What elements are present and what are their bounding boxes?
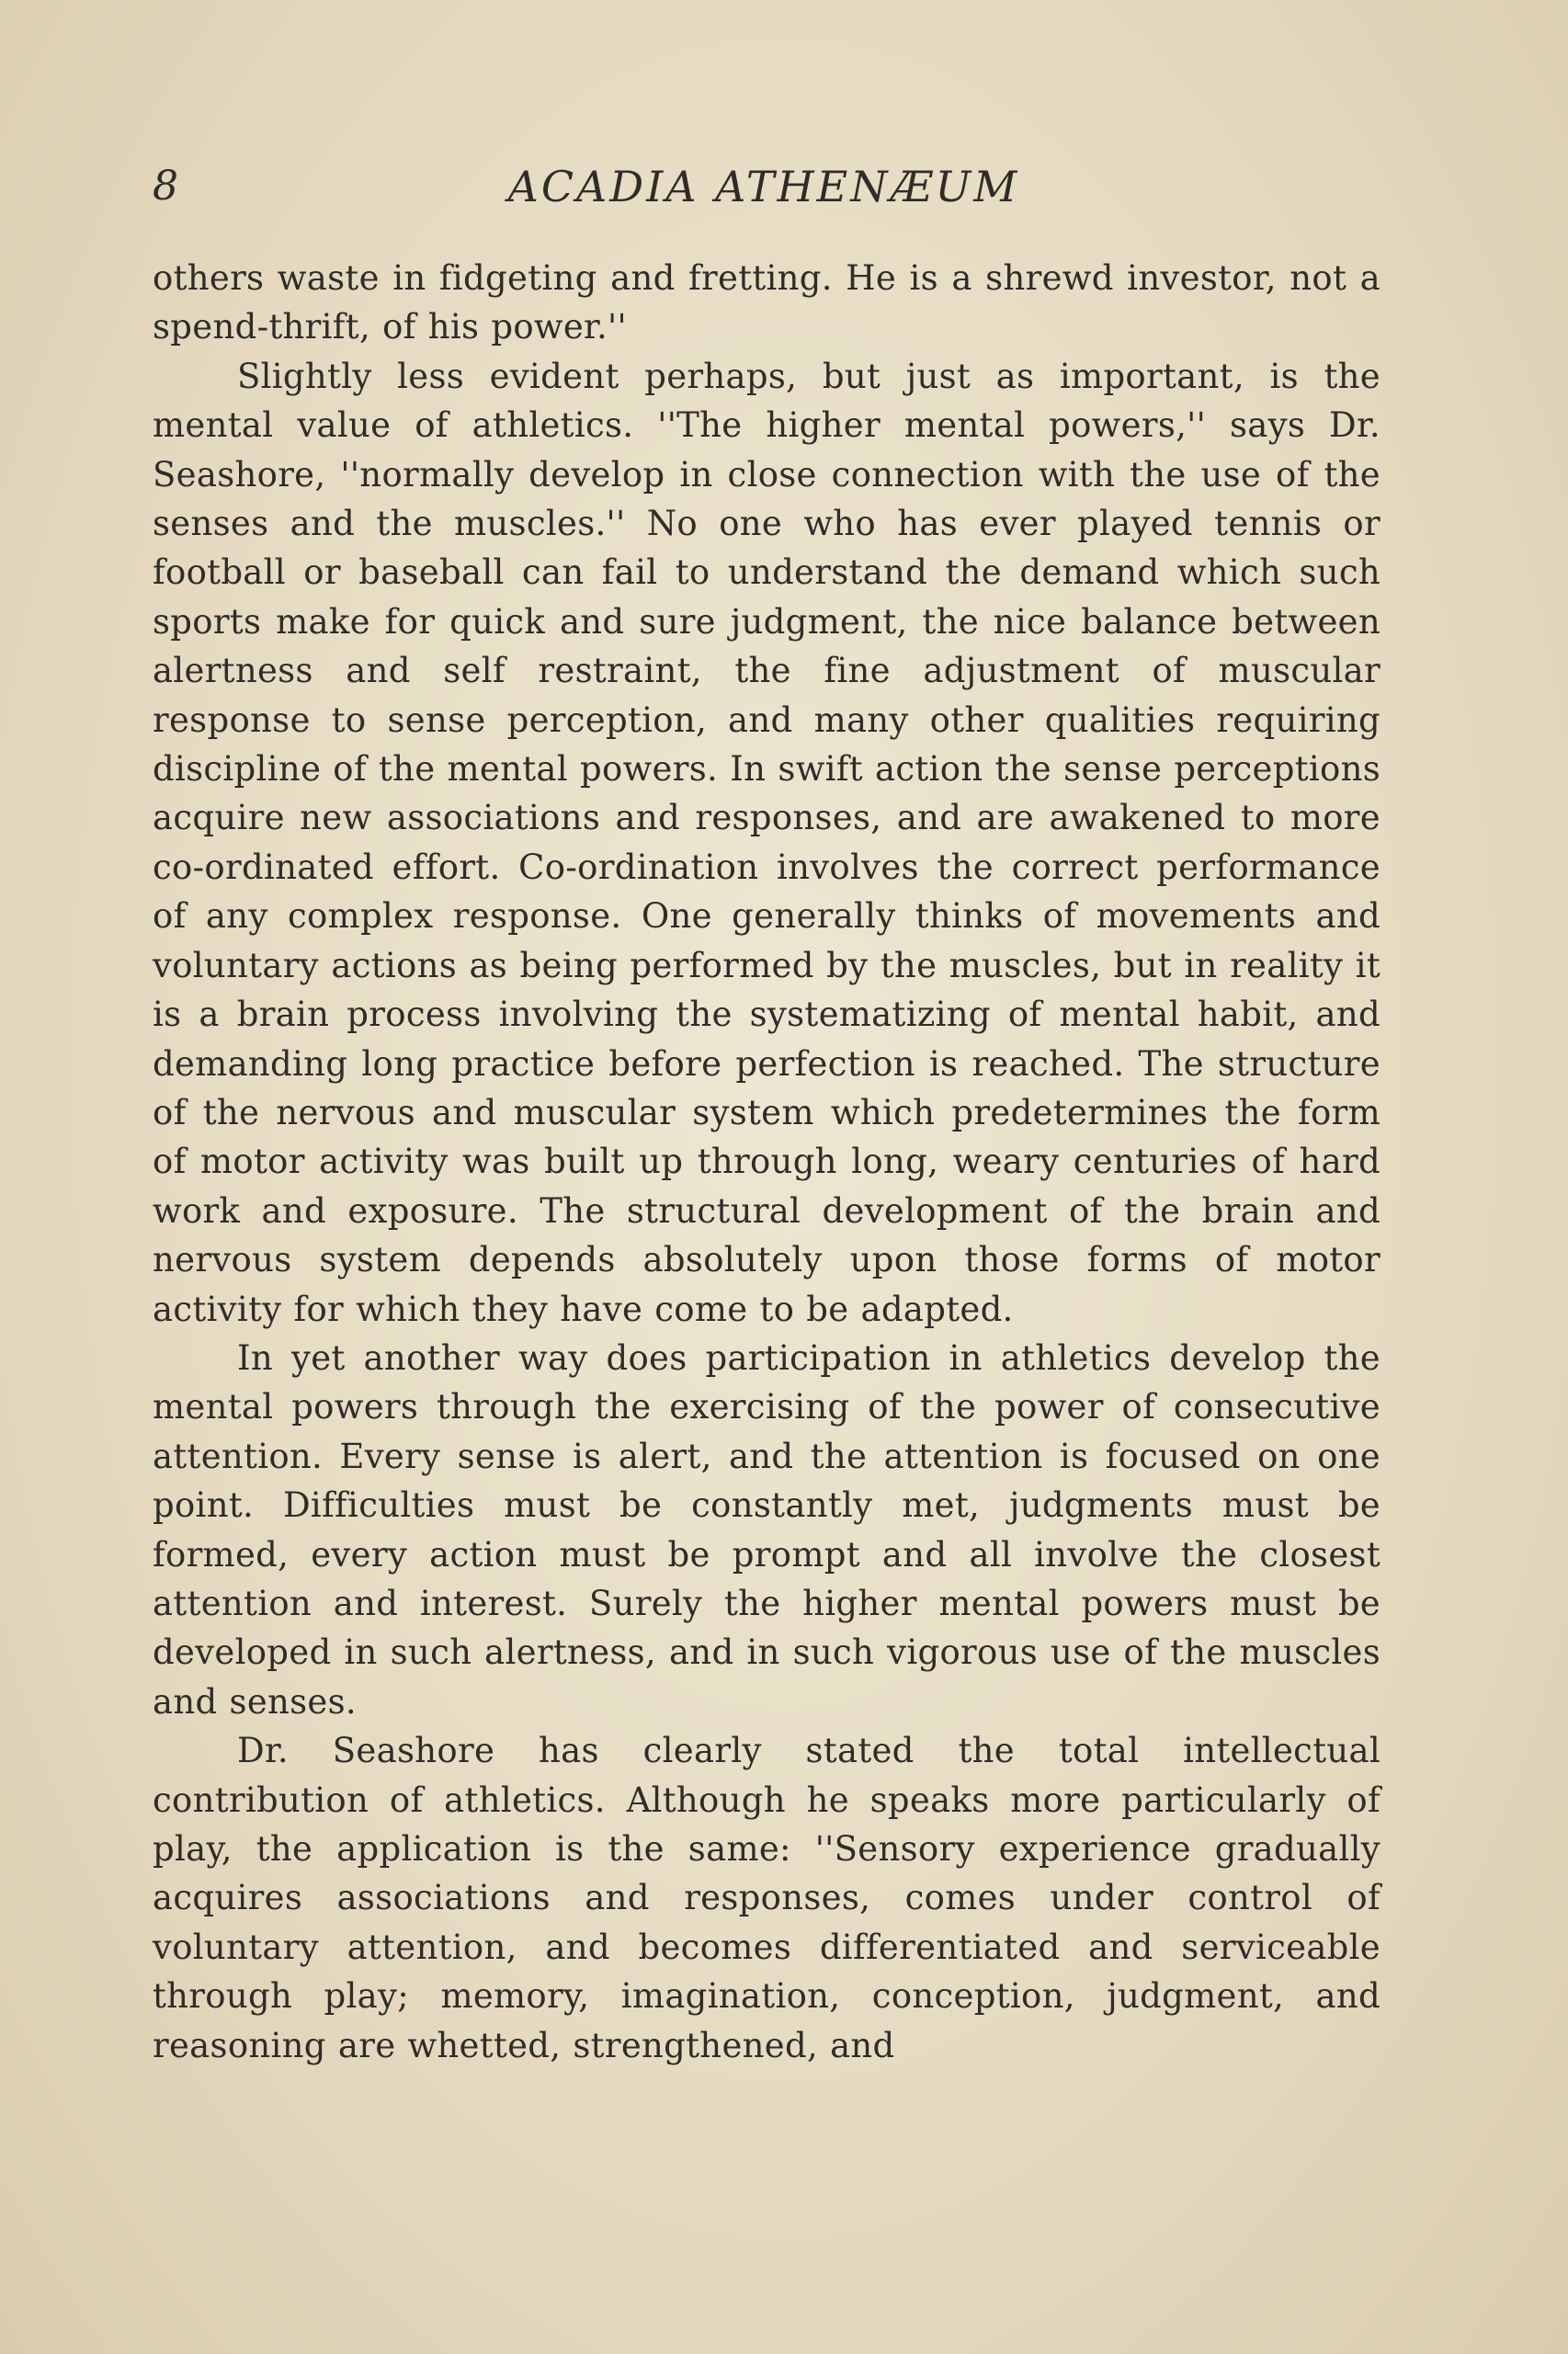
page-header <box>153 154 1375 219</box>
paragraph-continuation: others waste in fidgeting and fretting. He is a shrewd investor, not a spend-thrift, of his power.'' <box>153 258 1381 347</box>
running-title: ACADIA ATHENÆUM <box>507 162 1020 211</box>
paragraph-consecutive-attention: In yet another way does participation in athletics develop the mental powers through the exercising of the power of consecutive attention. Every sense is alert, and the attention is focused on one point. Difficulties must be constantly met, judgments must be formed, every action must be prompt and all involve the closest attention and interest. Surely the higher mental powers must be developed in such alertness, and in such vigorous use of the muscles and senses. <box>153 1337 1381 1722</box>
body-text <box>153 254 1381 2070</box>
page-number: 8 <box>153 163 178 210</box>
paragraph-seashore-contribution: Dr. Seashore has clearly stated the total intellectual contribution of athletics. Although he speaks more particularly of play, the application is the same: ''Sensory experience gradually acquires associations and responses, comes under control of voluntary attention, and becomes differentiated and serviceable through play; memory, imagination, conception, judgment, and reasoning are whetted, strengthened, and <box>153 1731 1381 2065</box>
paragraph-mental-value: Slightly less evident perhaps, but just as important, is the mental value of athletics. ''The higher mental powers,'' says Dr. Seashore, ''normally develop in close connection with the use of the senses and the muscles.'' No one who has ever played tennis or football or baseball can fail to understand the demand which such sports make for quick and sure judgment, the nice balance between alertness and self restraint, the fine adjustment of muscular response to sense perception, and many other qualities requiring discipline of the mental powers. In swift action the sense perceptions acquire new associations and responses, and are awakened to more co-ordinated effort. Co-ordination involves the correct performance of any complex response. One generally thinks of movements and voluntary actions as being performed by the muscles, but in reality it is a brain process involving the systematizing of mental habit, and demanding long practice before perfection is reached. The structure of the nervous and muscular system which predetermines the form of motor activity was built up through long, weary centuries of hard work and exposure. The structural development of the brain and nervous system depends absolutely upon those forms of motor activity for which they have come to be adapted. <box>153 356 1381 1329</box>
